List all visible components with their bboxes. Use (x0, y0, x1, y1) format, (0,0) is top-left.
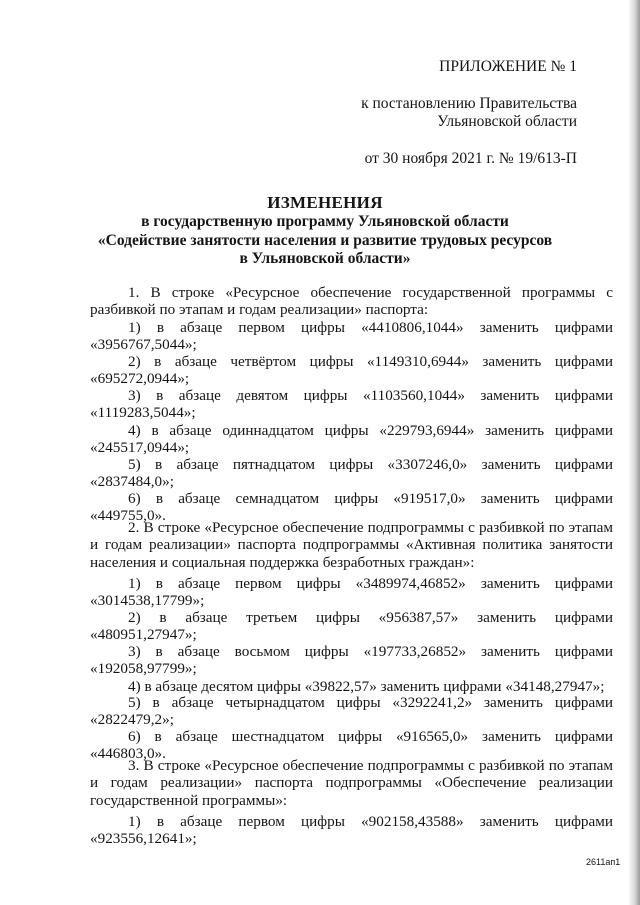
attachment-region: Ульяновской области (437, 113, 577, 130)
attachment-to-resolution: к постановлению Правительства (361, 95, 577, 112)
paragraph-1-item-1: 1) в абзаце первом цифры «4410806,1044» заменить цифрами «3956767,5044»; (90, 319, 613, 354)
title-line-1: в государственную программу Ульяновской области (141, 213, 509, 230)
paragraph-2-item-5: 5) в абзаце четырнадцатом цифры «3292241,2» заменить цифрами «2822479,2»; (90, 694, 613, 729)
attachment-date-number: от 30 ноября 2021 г. № 19/613-П (364, 150, 577, 167)
footer-code: 2611ап1 (586, 857, 621, 867)
paragraph-1-item-2: 2) в абзаце четвёртом цифры «1149310,6944» заменить цифрами «695272,0944»; (90, 353, 613, 388)
paragraph-1-item-4: 4) в абзаце одиннадцатом цифры «229793,6944» заменить цифрами «245517,0944»; (90, 422, 613, 457)
page-edge-shadow (628, 0, 640, 905)
paragraph-2-item-6: 6) в абзаце шестнадцатом цифры «916565,0» заменить цифрами «446803,0». (90, 728, 613, 763)
paragraph-3: 3. В строке «Ресурсное обеспечение подпрограммы с разбивкой по этапам и годам реализации» паспорта подпрограммы «Обеспечение реализации государственной программы»: (90, 757, 613, 809)
paragraph-1: 1. В строке «Ресурсное обеспечение государственной программы с разбивкой по этапам и годам реализации» паспорта: (90, 284, 613, 319)
paragraph-3-item-1: 1) в абзаце первом цифры «902158,43588» заменить цифрами «923556,12641»; (90, 813, 613, 848)
title-line-3: в Ульяновской области» (239, 250, 411, 267)
paragraph-2-item-1: 1) в абзаце первом цифры «3489974,46852» заменить цифрами «3014538,17799»; (90, 575, 613, 610)
paragraph-2: 2. В строке «Ресурсное обеспечение подпрограммы с разбивкой по этапам и годам реализации» паспорта подпрограммы «Активная политика занятости населения и социальная поддержка безработных граждан»: (90, 519, 613, 571)
paragraph-1-item-5: 5) в абзаце пятнадцатом цифры «3307246,0» заменить цифрами «2837484,0»; (90, 456, 613, 491)
paragraph-1-item-3: 3) в абзаце девятом цифры «1103560,1044» заменить цифрами «1119283,5044»; (90, 387, 613, 422)
attachment-number: ПРИЛОЖЕНИЕ № 1 (439, 58, 577, 75)
paragraph-2-item-4: 4) в абзаце десятом цифры «39822,57» заменить цифрами «34148,27947»; (128, 678, 605, 695)
title-line-2: «Содействие занятости населения и развитие трудовых ресурсов (97, 232, 553, 249)
paragraph-1-item-6: 6) в абзаце семнадцатом цифры «919517,0» заменить цифрами «449755,0». (90, 490, 613, 525)
paragraph-2-item-2: 2) в абзаце третьем цифры «956387,57» заменить цифрами «480951,27947»; (90, 609, 613, 644)
document-title: ИЗМЕНЕНИЯ (267, 193, 383, 212)
paragraph-2-item-3: 3) в абзаце восьмом цифры «197733,26852» заменить цифрами «192058,97799»; (90, 643, 613, 678)
